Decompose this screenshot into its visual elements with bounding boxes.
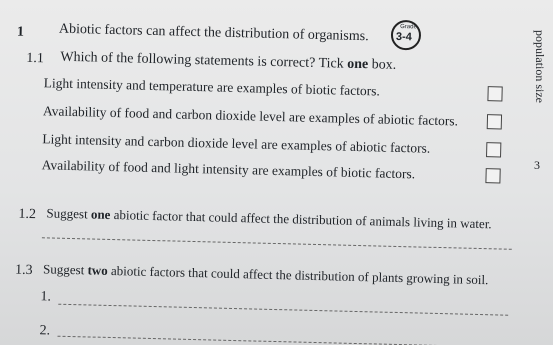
option-1-text: Light intensity and temperature are examples of biotic factors.: [43, 75, 381, 99]
grade-label: Grade: [400, 23, 417, 31]
q1-2-prompt-bold: one: [90, 206, 111, 222]
option-2-checkbox[interactable]: [487, 114, 502, 129]
q1-2-prompt-end: abiotic factor that could affect the distribution of animals living in water.: [110, 206, 492, 232]
grade-badge: [391, 20, 422, 51]
question-number: 1: [16, 24, 25, 40]
option-1-checkbox[interactable]: [487, 86, 502, 101]
side-axis-label: population size: [533, 30, 547, 103]
q1-3-number: 1.3: [14, 262, 33, 279]
side-mark: 3: [534, 158, 540, 172]
q1-3-answer-2-line[interactable]: [57, 336, 507, 345]
q1-1-prompt: [60, 50, 396, 74]
grade-value: 3-4: [395, 30, 412, 44]
q1-3-answer-1-label: 1.: [40, 289, 52, 305]
q1-3-answer-1-line[interactable]: [58, 304, 508, 316]
q1-2-number: 1.2: [18, 206, 37, 223]
q1-3-prompt-end: abiotic factors that could affect the distribution of plants growing in soil.: [107, 262, 489, 288]
option-4-text: Availability of food and light intensity are examples of biotic factors.: [41, 157, 416, 182]
option-3-checkbox[interactable]: [486, 142, 501, 157]
q1-1-prompt-bold: one: [347, 56, 369, 73]
option-3-text: Light intensity and carbon dioxide level are examples of abiotic factors.: [42, 131, 431, 156]
q1-2-prompt-start: Suggest: [46, 205, 92, 222]
option-2-text: Availability of food and carbon dioxide level are examples of abiotic factors.: [42, 103, 459, 129]
q1-3-prompt-start: Suggest: [42, 261, 88, 278]
q1-3-prompt: [43, 261, 489, 288]
q1-3-prompt-bold: two: [87, 262, 108, 278]
option-4-checkbox[interactable]: [485, 168, 500, 183]
q1-2-answer-line[interactable]: [42, 237, 512, 249]
q1-1-number: 1.1: [26, 50, 44, 67]
question-stem: Abiotic factors can affect the distribution of organisms.: [58, 21, 369, 45]
q1-1-prompt-start: Which of the following statements is correct? Tick: [60, 49, 348, 72]
q1-2-prompt: [46, 205, 492, 232]
q1-3-answer-2-label: 2.: [39, 323, 51, 339]
q1-1-prompt-end: box.: [368, 57, 397, 73]
